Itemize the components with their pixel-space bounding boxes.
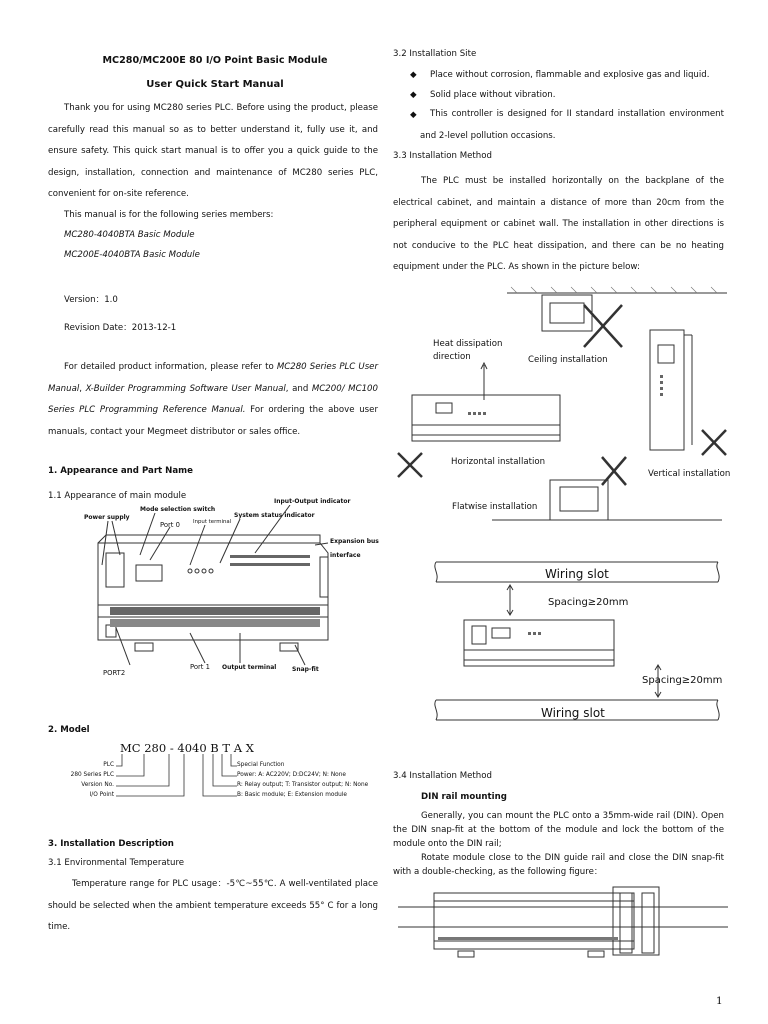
model-left-io: I/O Point bbox=[89, 792, 114, 798]
section-2-heading: 2. Model bbox=[48, 725, 90, 735]
model-left-plc: PLC bbox=[103, 762, 114, 768]
label-interface: interface bbox=[330, 552, 361, 559]
section-3-2-heading: 3.2 Installation Site bbox=[393, 49, 477, 59]
label-ceiling-install: Ceiling installation bbox=[528, 355, 608, 365]
model-right-output: R: Relay output; T: Transistor output; N: None bbox=[237, 782, 369, 788]
label-port0: Port 0 bbox=[160, 521, 180, 529]
site-bullet-3: This controller is designed for II standard installation environment and 2-level pollution occasions. bbox=[420, 109, 724, 141]
label-output-terminal: Output terminal bbox=[222, 664, 277, 671]
label-vertical-install: Vertical installation bbox=[648, 469, 731, 479]
section-3-3-heading: 3.3 Installation Method bbox=[393, 151, 492, 161]
label-snap-fit: Snap-fit bbox=[292, 666, 319, 673]
label-expansion-bus: Expansion bus bbox=[330, 538, 379, 545]
site-bullet-2: Solid place without vibration. bbox=[430, 90, 556, 100]
din-paragraph-1: Generally, you can mount the PLC onto a 35mm-wide rail (DIN). Open the DIN snap-fit at the bottom of the module and lock the bottom of the module onto the DIN rail; bbox=[393, 811, 724, 849]
model-left-version: Version No. bbox=[81, 782, 114, 788]
member-item-2: MC200E-4040BTA Basic Module bbox=[64, 250, 200, 260]
label-flatwise-install: Flatwise installation bbox=[452, 502, 538, 512]
label-system-status: System status indicator bbox=[234, 512, 315, 519]
temperature-paragraph: Temperature range for PLC usage：-5℃~55℃. A well-ventilated place should be selected when the ambient temperature exceeds 55° C for a long time. bbox=[48, 879, 378, 932]
din-rail-title: DIN rail mounting bbox=[421, 792, 507, 802]
label-direction: direction bbox=[433, 352, 471, 362]
label-port1: Port 1 bbox=[190, 663, 210, 671]
section-1-heading: 1. Appearance and Part Name bbox=[48, 466, 193, 476]
din-paragraph-2: Rotate module close to the DIN guide rail and close the DIN snap-fit with a double-checking, as the following figure： bbox=[393, 853, 724, 877]
label-wiring-slot-bottom: Wiring slot bbox=[541, 706, 605, 720]
label-mode-switch: Mode selection switch bbox=[140, 506, 216, 513]
ref-text: , and bbox=[285, 383, 312, 394]
label-io-indicator: Input-Output indicator bbox=[274, 498, 351, 505]
wiring-slot-diagram bbox=[428, 560, 728, 730]
label-horizontal-install: Horizontal installation bbox=[451, 457, 546, 467]
label-spacing-bottom: Spacing≥20mm bbox=[642, 675, 723, 686]
ref-text: For ordering the above user manuals, contact your Megmeet distributor or sales office. bbox=[48, 405, 378, 437]
label-input-terminal: Input terminal bbox=[193, 519, 232, 525]
model-right-power: Power: A: AC220V; D:DC24V; N: None bbox=[237, 772, 346, 778]
model-leader-lines bbox=[114, 752, 238, 800]
ref-manual-3: MC200/ MC100 Series PLC Programming Reference Manual. bbox=[48, 383, 378, 415]
section-3-4-heading: 3.4 Installation Method bbox=[393, 771, 492, 781]
members-intro: This manual is for the following series members: bbox=[64, 210, 274, 220]
label-port2: PORT2 bbox=[103, 669, 126, 677]
label-spacing-top: Spacing≥20mm bbox=[548, 597, 629, 608]
intro-paragraph: Thank you for using MC280 series PLC. Before using the product, please carefully read this manual so as to better understand it, fully use it, and ensure safety. This quick start manual is to offer you a quick guide to the design, installation, connection and maintenance of MC280 series PLC, convenient for on-site reference. bbox=[48, 103, 378, 199]
ref-text: , bbox=[79, 383, 86, 394]
title-line-2: User Quick Start Manual bbox=[146, 79, 284, 90]
din-rail-drawing bbox=[398, 885, 728, 965]
model-right-special: Special Function bbox=[237, 762, 285, 768]
page-number: 1 bbox=[716, 995, 723, 1007]
bullet-icon: ◆ bbox=[410, 70, 417, 80]
model-code: MC 280 - 4040 B T A X bbox=[120, 741, 254, 755]
bullet-icon: ◆ bbox=[410, 90, 417, 100]
member-item-1: MC280-4040BTA Basic Module bbox=[64, 230, 195, 240]
ref-manual-1: MC280 Series PLC User Manual bbox=[48, 362, 378, 394]
title-line-1: MC280/MC200E 80 I/O Point Basic Module bbox=[102, 55, 328, 66]
orientation-diagram bbox=[392, 285, 732, 535]
label-power-supply: Power supply bbox=[84, 514, 130, 521]
section-3-1-heading: 3.1 Environmental Temperature bbox=[48, 858, 185, 868]
bullet-icon: ◆ bbox=[410, 110, 417, 120]
site-bullet-1: Place without corrosion, flammable and explosive gas and liquid. bbox=[430, 70, 710, 80]
method-paragraph: The PLC must be installed horizontally on the backplane of the electrical cabinet, and maintain a distance of more than 20cm from the peripheral equipment or cabinet wall. The installation in other directions is not conducive to the PLC heat dissipation, and there can be no heating equipment under the PLC. As shown in the picture below: bbox=[393, 176, 724, 272]
ref-text: For detailed product information, please refer to bbox=[64, 362, 277, 372]
ref-manual-2: X-Builder Programming Software User Manual bbox=[85, 383, 286, 394]
label-heat-dissipation: Heat dissipation bbox=[433, 339, 503, 349]
label-wiring-slot-top: Wiring slot bbox=[545, 567, 609, 581]
revision-date: Revision Date：2013-12-1 bbox=[64, 323, 177, 333]
version-text: Version：1.0 bbox=[64, 295, 118, 305]
section-1-1-heading: 1.1 Appearance of main module bbox=[48, 491, 187, 501]
main-module-drawing bbox=[80, 505, 360, 675]
reference-paragraph bbox=[48, 357, 378, 443]
model-right-module: B: Basic module; E: Extension module bbox=[237, 792, 347, 798]
section-3-heading: 3. Installation Description bbox=[48, 839, 174, 849]
model-left-series: 280 Series PLC bbox=[70, 772, 114, 778]
